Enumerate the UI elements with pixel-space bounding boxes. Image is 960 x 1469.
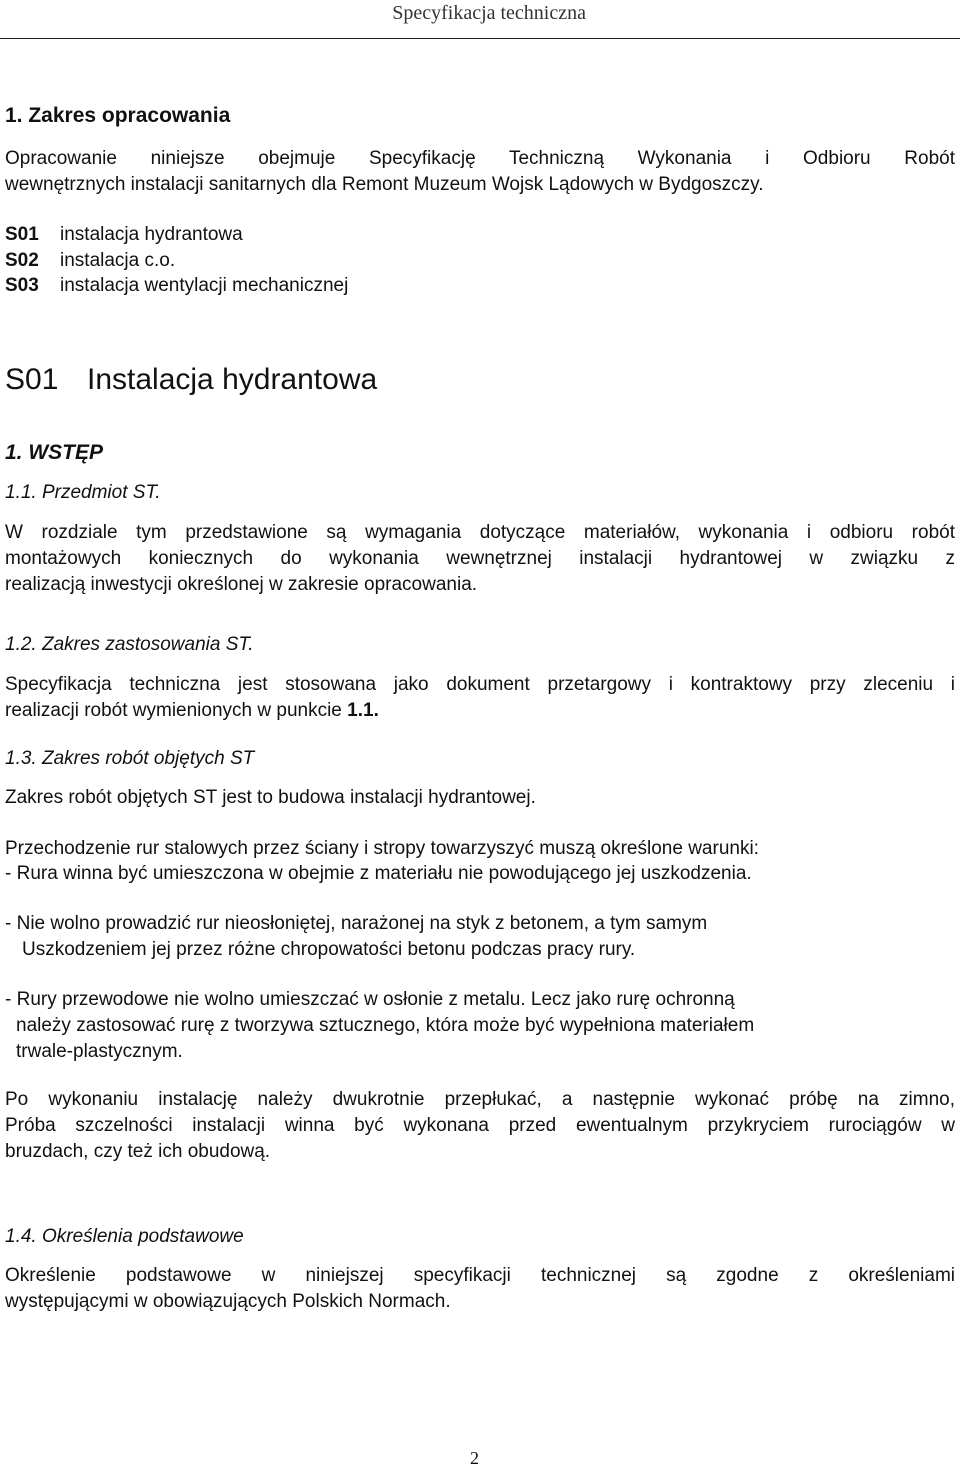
list-item-code: S02 [5,250,39,271]
przedmiot-paragraph [5,520,955,598]
zakres-paragraph [5,672,955,724]
list-item-label: instalacja wentylacji mechanicznej [60,275,349,296]
list-item-code: S01 [5,224,39,245]
przedmiot-heading: 1.1. Przedmiot ST. [5,482,161,503]
plukanie-line-2: Próba szczelności instalacji winna być wykonana przed ewentualnym przykryciem rurociągów w [5,1115,955,1136]
plukanie-line-3: bruzdach, czy też ich obudową. [5,1141,271,1162]
list-item [5,248,175,274]
przejscia-item-2-line-2: Uszkodzeniem jej przez różne chropowatości betonu podczas pracy rury. [22,939,636,960]
przejscia-item-3-line-2: należy zastosować rurę z tworzywa sztucznego, która może być wypełniona materiałem [16,1015,755,1036]
s01-title [5,363,377,397]
list-item-label: instalacja hydrantowa [60,224,243,245]
intro-paragraph [5,146,955,198]
zakres-line-2 [5,698,955,724]
przedmiot-line-3: realizacją inwestycji określonej w zakresie opracowania. [5,574,478,595]
list-item-label: instalacja c.o. [60,250,176,271]
list-item [5,273,348,299]
intro-line-1: Opracowanie niniejsze obejmuje Specyfikację Techniczną Wykonania i Odbioru Robót [5,148,955,169]
plukanie-line-1: Po wykonaniu instalację należy dwukrotnie przepłukać, a następnie wykonać próbę na zimno, [5,1089,955,1110]
okreslenia-paragraph [5,1263,955,1315]
przejscia-item-3-line-3: trwale-plastycznym. [16,1041,183,1062]
plukanie-paragraph [5,1087,955,1165]
okreslenia-heading: 1.4. Określenia podstawowe [5,1226,244,1247]
zakres-heading: 1.2. Zakres zastosowania ST. [5,634,254,655]
roboty-text: Zakres robót objętych ST jest to budowa instalacji hydrantowej. [5,787,536,808]
roboty-heading: 1.3. Zakres robót objętych ST [5,748,255,769]
przejscia-intro: Przechodzenie rur stalowych przez ściany i stropy towarzyszyć muszą określone warunki: [5,838,759,859]
wstep-heading: 1. WSTĘP [5,441,104,464]
okreslenia-line-1: Określenie podstawowe w niniejszej specyfikacji technicznej są zgodne z określeniami [5,1265,955,1286]
zakres-line-2-text: realizacji robót wymienionych w punkcie [5,700,348,721]
przejscia-item-3-line-1: - Rury przewodowe nie wolno umieszczać w osłonie z metalu. Lecz jako rurę ochronną [5,989,735,1010]
przejscia-item-1: - Rura winna być umieszczona w obejmie z materiału nie powodującego jej uszkodzenia. [5,863,752,884]
zakres-reference: 1.1. [347,700,379,721]
okreslenia-line-2: występującymi w obowiązujących Polskich Normach. [5,1291,451,1312]
przejscia-item-2-line-1: - Nie wolno prowadzić rur nieosłoniętej, narażonej na styk z betonem, a tym samym [5,913,708,934]
page-number: 2 [470,1448,479,1468]
section-heading: 1. Zakres opracowania [5,104,231,127]
s01-code: S01 [5,363,59,396]
s01-title-text: Instalacja hydrantowa [87,363,378,396]
list-item [5,222,243,248]
intro-line-2: wewnętrznych instalacji sanitarnych dla Remont Muzeum Wojsk Lądowych w Bydgoszczy. [5,174,764,195]
header-divider [0,38,960,39]
przedmiot-line-2: montażowych koniecznych do wykonania wewnętrznej instalacji hydrantowej w związku z [5,548,955,569]
running-header: Specyfikacja techniczna [392,2,586,24]
list-item-code: S03 [5,275,39,296]
zakres-line-1: Specyfikacja techniczna jest stosowana jako dokument przetargowy i kontraktowy przy zleceniu i [5,674,955,695]
przedmiot-line-1: W rozdziale tym przedstawione są wymagania dotyczące materiałów, wykonania i odbioru robót [5,522,955,543]
